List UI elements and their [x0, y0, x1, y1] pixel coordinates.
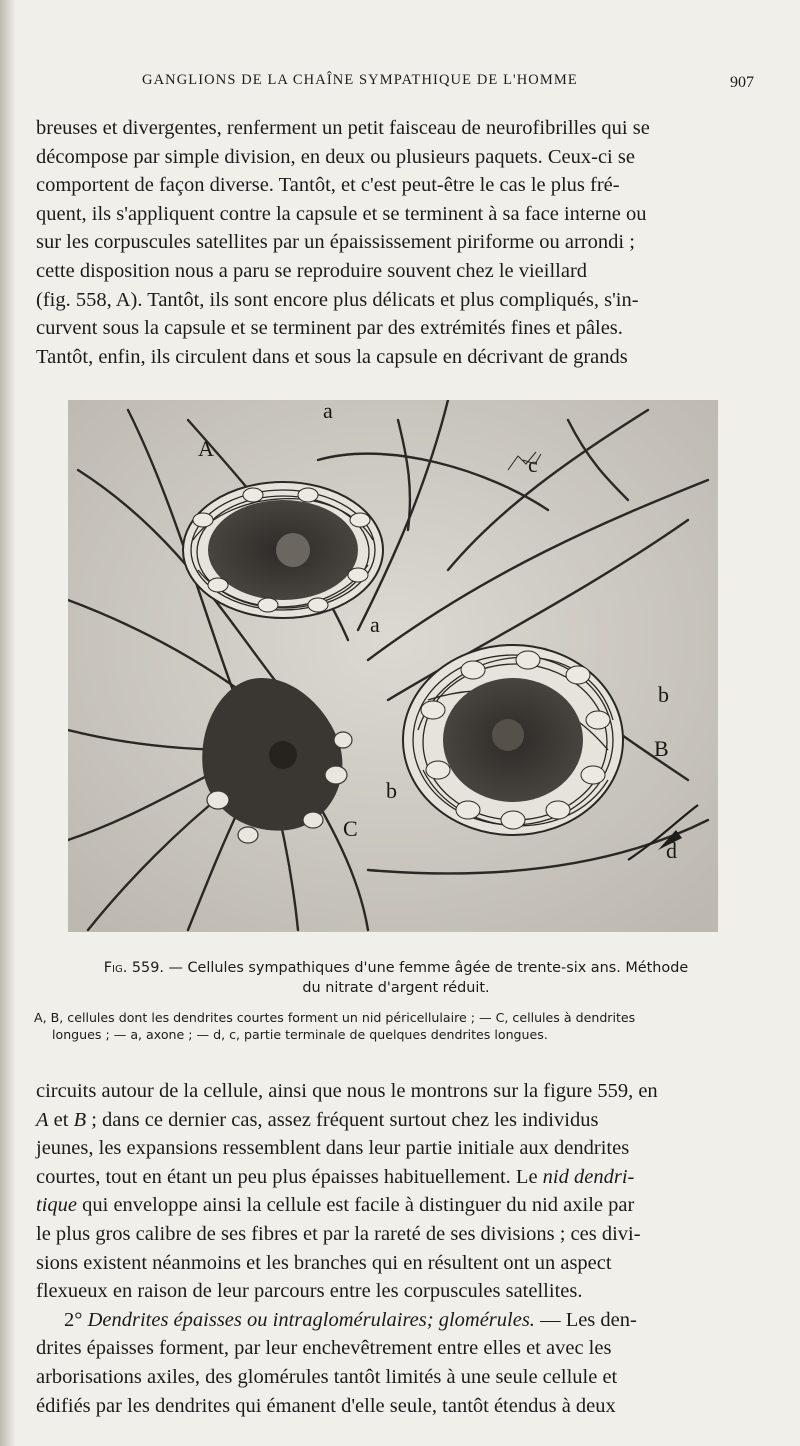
text-line — [36, 1191, 758, 1220]
text-line — [36, 1106, 758, 1135]
text-line: sur les corpuscules satellites par un épaississement piriforme ou arrondi ; — [36, 231, 635, 254]
caption-text-1: — Cellules sympathiques d'une femme âgée de trente-six ans. Méthode — [163, 960, 689, 976]
figure-label-c: c — [528, 452, 538, 477]
text-run: courtes, tout en étant un peu plus épaisses habituellement. Le — [36, 1165, 543, 1188]
running-head — [40, 70, 760, 94]
figure-label-A: A — [198, 436, 214, 461]
text-run: 2° — [64, 1308, 88, 1331]
figure-label-B: B — [654, 736, 669, 761]
italic-B: B — [73, 1108, 87, 1131]
text-line: Tantôt, enfin, ils circulent dans et sous la capsule en décrivant de grands — [36, 345, 628, 368]
text-line: comportent de façon diverse. Tantôt, et c'est peut-être le cas le plus fré- — [36, 174, 620, 197]
italic-run: nid dendri- — [542, 1165, 635, 1188]
text-line: arborisations axiles, des glomérules tantôt limités à une seule cellule et — [36, 1365, 618, 1388]
text-line: jeunes, les expansions ressemblent dans leur partie initiale aux dendrites — [36, 1137, 630, 1160]
legend-line: longues ; — a, axone ; — d, c, partie terminale de quelques dendrites longues. — [52, 1027, 548, 1042]
text-line: quent, ils s'appliquent contre la capsule et se terminent à sa face interne ou — [36, 202, 647, 225]
figure-number: Fig. 559. — [103, 960, 164, 976]
caption-text-2: du nitrate d'argent réduit. — [302, 980, 490, 996]
text-run: ; dans ce dernier cas, assez fréquent surtout chez les individus — [86, 1108, 599, 1131]
text-line: le plus gros calibre de ses fibres et par la rareté de ses divisions ; ces divi- — [36, 1222, 641, 1245]
text-run: et — [48, 1108, 74, 1131]
top-paragraph — [36, 114, 758, 371]
histology-drawing — [68, 400, 718, 932]
text-line: édifiés par les dendrites qui émanent d'elle seule, tantôt étendus à deux — [36, 1394, 616, 1417]
text-line — [36, 1163, 758, 1192]
text-line: breuses et divergentes, renferment un petit faisceau de neurofibrilles qui se — [36, 117, 650, 139]
figure-legend — [34, 1009, 758, 1043]
figure-label-a-mid: a — [370, 612, 380, 637]
figure-illustration — [68, 400, 718, 932]
figure-label-b-right: b — [658, 682, 669, 707]
figure-label-d: d — [666, 838, 677, 863]
text-line: curvent sous la capsule et se terminent par des extrémités fines et pâles. — [36, 317, 623, 340]
page-number: 907 — [730, 74, 754, 91]
italic-A: A — [36, 1108, 49, 1131]
section-heading-italic: Dendrites épaisses ou intraglomérulaires; glomérules. — [87, 1308, 535, 1331]
cell-B — [403, 645, 623, 835]
text-line: drites épaisses forment, par leur enchevêtrement entre elles et avec les — [36, 1337, 612, 1360]
text-line: flexueux en raison de leur parcours entre les corpuscules satellites. — [36, 1280, 583, 1303]
text-line: (fig. 558, A). Tantôt, ils sont encore plus délicats et plus compliqués, s'in- — [36, 288, 639, 311]
figure-label-a-top: a — [323, 400, 333, 423]
text-line: cette disposition nous a paru se reproduire souvent chez le vieillard — [36, 259, 588, 282]
legend-line: A, B, cellules dont les dendrites courtes forment un nid péricellulaire ; — C, cellules à dendrites — [34, 1010, 636, 1025]
text-line: sions existent néanmoins et les branches qui en résultent ont un aspect — [36, 1251, 612, 1274]
text-line: circuits autour de la cellule, ainsi que nous le montrons sur la figure 559, en — [36, 1080, 658, 1102]
binding-shadow — [0, 0, 16, 1446]
running-title: GANGLIONS DE LA CHAÎNE SYMPATHIQUE DE L'HOMME — [142, 72, 578, 88]
italic-run: tique — [36, 1194, 77, 1217]
cell-A — [183, 482, 383, 618]
figure-caption — [34, 958, 758, 998]
text-line — [36, 1306, 758, 1335]
bottom-paragraph — [36, 1077, 758, 1420]
text-run: — Les den- — [534, 1308, 637, 1331]
figure-label-C: C — [343, 816, 358, 841]
figure-label-b-left: b — [386, 778, 397, 803]
text-run: qui enveloppe ainsi la cellule est facile à distinguer du nid axile par — [77, 1194, 635, 1217]
text-line: décompose par simple division, en deux ou plusieurs paquets. Ceux-ci se — [36, 145, 635, 168]
